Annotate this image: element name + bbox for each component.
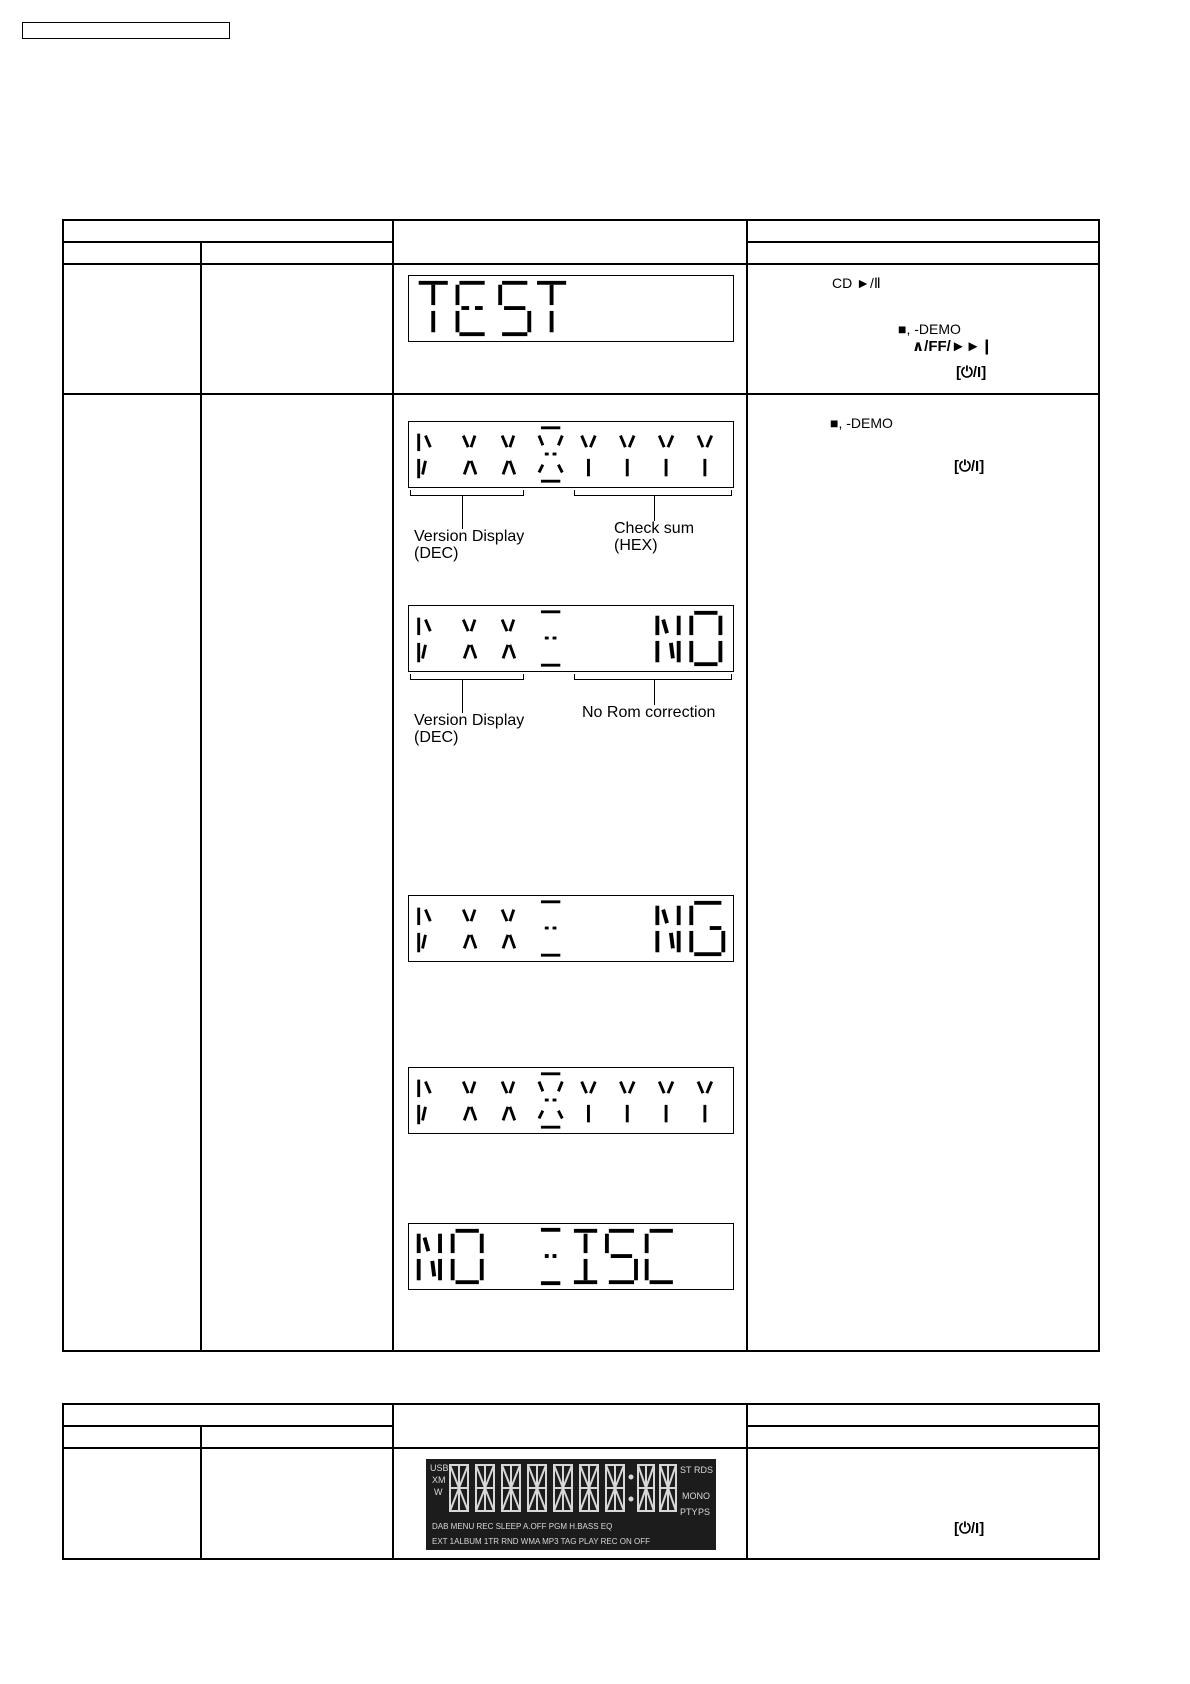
lcd-version-ng — [408, 895, 734, 962]
lcd-vxx-ng-svg — [409, 896, 733, 961]
row2-item — [63, 394, 201, 1351]
vfd-all-segments-display — [426, 1459, 716, 1550]
lcd-test-display — [408, 275, 734, 342]
version-pointer-1 — [462, 495, 463, 529]
row2-display-cell — [393, 394, 747, 1351]
vfd-svg — [426, 1459, 716, 1550]
t2-operation-cell — [747, 1448, 1099, 1559]
t2-display-cell — [393, 1448, 747, 1559]
stop-demo-label: ■, -DEMO — [898, 321, 961, 337]
vfd-w: W — [434, 1487, 443, 1497]
row1-operation-cell — [747, 264, 1099, 394]
version-bracket-2 — [410, 674, 524, 680]
lcd-test-svg — [409, 276, 733, 341]
power-button-label: [⏻/I] — [956, 364, 987, 381]
t2-header-subcell-1 — [63, 1426, 201, 1448]
row2-mode — [201, 394, 393, 1351]
lcd-no-disc-svg — [409, 1224, 733, 1289]
power-button-label-2: [⏻/I] — [954, 458, 985, 475]
header-subcell-1 — [63, 242, 201, 264]
vfd-st: ST — [680, 1465, 692, 1475]
lcd-version-checksum-2 — [408, 1067, 734, 1134]
vfd-row1: DAB MENU REC SLEEP A.OFF PGM H.BASS EQ — [432, 1522, 613, 1531]
t2-header-cell-operation — [747, 1404, 1099, 1426]
row1-display-cell — [393, 264, 747, 394]
vfd-xm: XM — [432, 1475, 446, 1485]
header-cell-operation — [747, 220, 1099, 242]
t2-header-cell-item — [63, 1404, 393, 1426]
vfd-ps: PS — [698, 1507, 711, 1517]
version-pointer-2 — [462, 679, 463, 713]
version-display-label-2: Version Display (DEC) — [414, 712, 525, 746]
vfd-pty: PTY — [680, 1507, 698, 1517]
vfd-row2: EXT 1ALBUM 1TR RND WMA MP3 TAG PLAY REC ON OFF — [432, 1537, 650, 1546]
power-button-label-3: [⏻/I] — [954, 1520, 985, 1537]
row1-mode — [201, 264, 393, 394]
no-rom-correction-label: No Rom correction — [582, 704, 716, 721]
header-subcell-2 — [201, 242, 393, 264]
stop-demo-label-2: ■, -DEMO — [830, 415, 893, 431]
test-mode-table — [62, 219, 1100, 1352]
vfd-rds: RDS — [694, 1465, 714, 1475]
t2-header-subcell-3 — [747, 1426, 1099, 1448]
t2-row-mode — [201, 1448, 393, 1559]
row1-item — [63, 264, 201, 394]
header-cell-item — [63, 220, 393, 242]
t2-row-item — [63, 1448, 201, 1559]
cd-play-pause-label: CD ►/Ⅱ — [832, 275, 881, 291]
lcd-vxx-yyyy-svg-2 — [409, 1068, 733, 1133]
header-subcell-3 — [747, 242, 1099, 264]
checksum-pointer — [654, 495, 655, 521]
t2-header-subcell-2 — [201, 1426, 393, 1448]
no-rom-bracket — [574, 674, 732, 680]
no-rom-pointer — [654, 679, 655, 705]
lcd-no-disc — [408, 1223, 734, 1290]
t2-header-cell-display — [393, 1404, 747, 1448]
header-box — [22, 22, 230, 39]
lcd-vxx-no-svg — [409, 606, 733, 671]
header-cell-display — [393, 220, 747, 264]
row2-operation-cell — [747, 394, 1099, 1351]
check-sum-label: Check sum (HEX) — [614, 520, 695, 554]
vfd-test-table — [62, 1403, 1100, 1560]
lcd-version-checksum — [408, 421, 734, 488]
lcd-version-no — [408, 605, 734, 672]
vfd-mono: MONO — [682, 1491, 710, 1501]
lcd-vxx-yyyy-svg-1 — [409, 422, 733, 487]
version-bracket-1 — [410, 490, 524, 496]
version-display-label-1: Version Display (DEC) — [414, 528, 525, 562]
vfd-usb: USB — [430, 1463, 449, 1473]
checksum-bracket — [574, 490, 732, 496]
up-ff-next-label: ∧/FF/►►❙ — [912, 338, 994, 355]
